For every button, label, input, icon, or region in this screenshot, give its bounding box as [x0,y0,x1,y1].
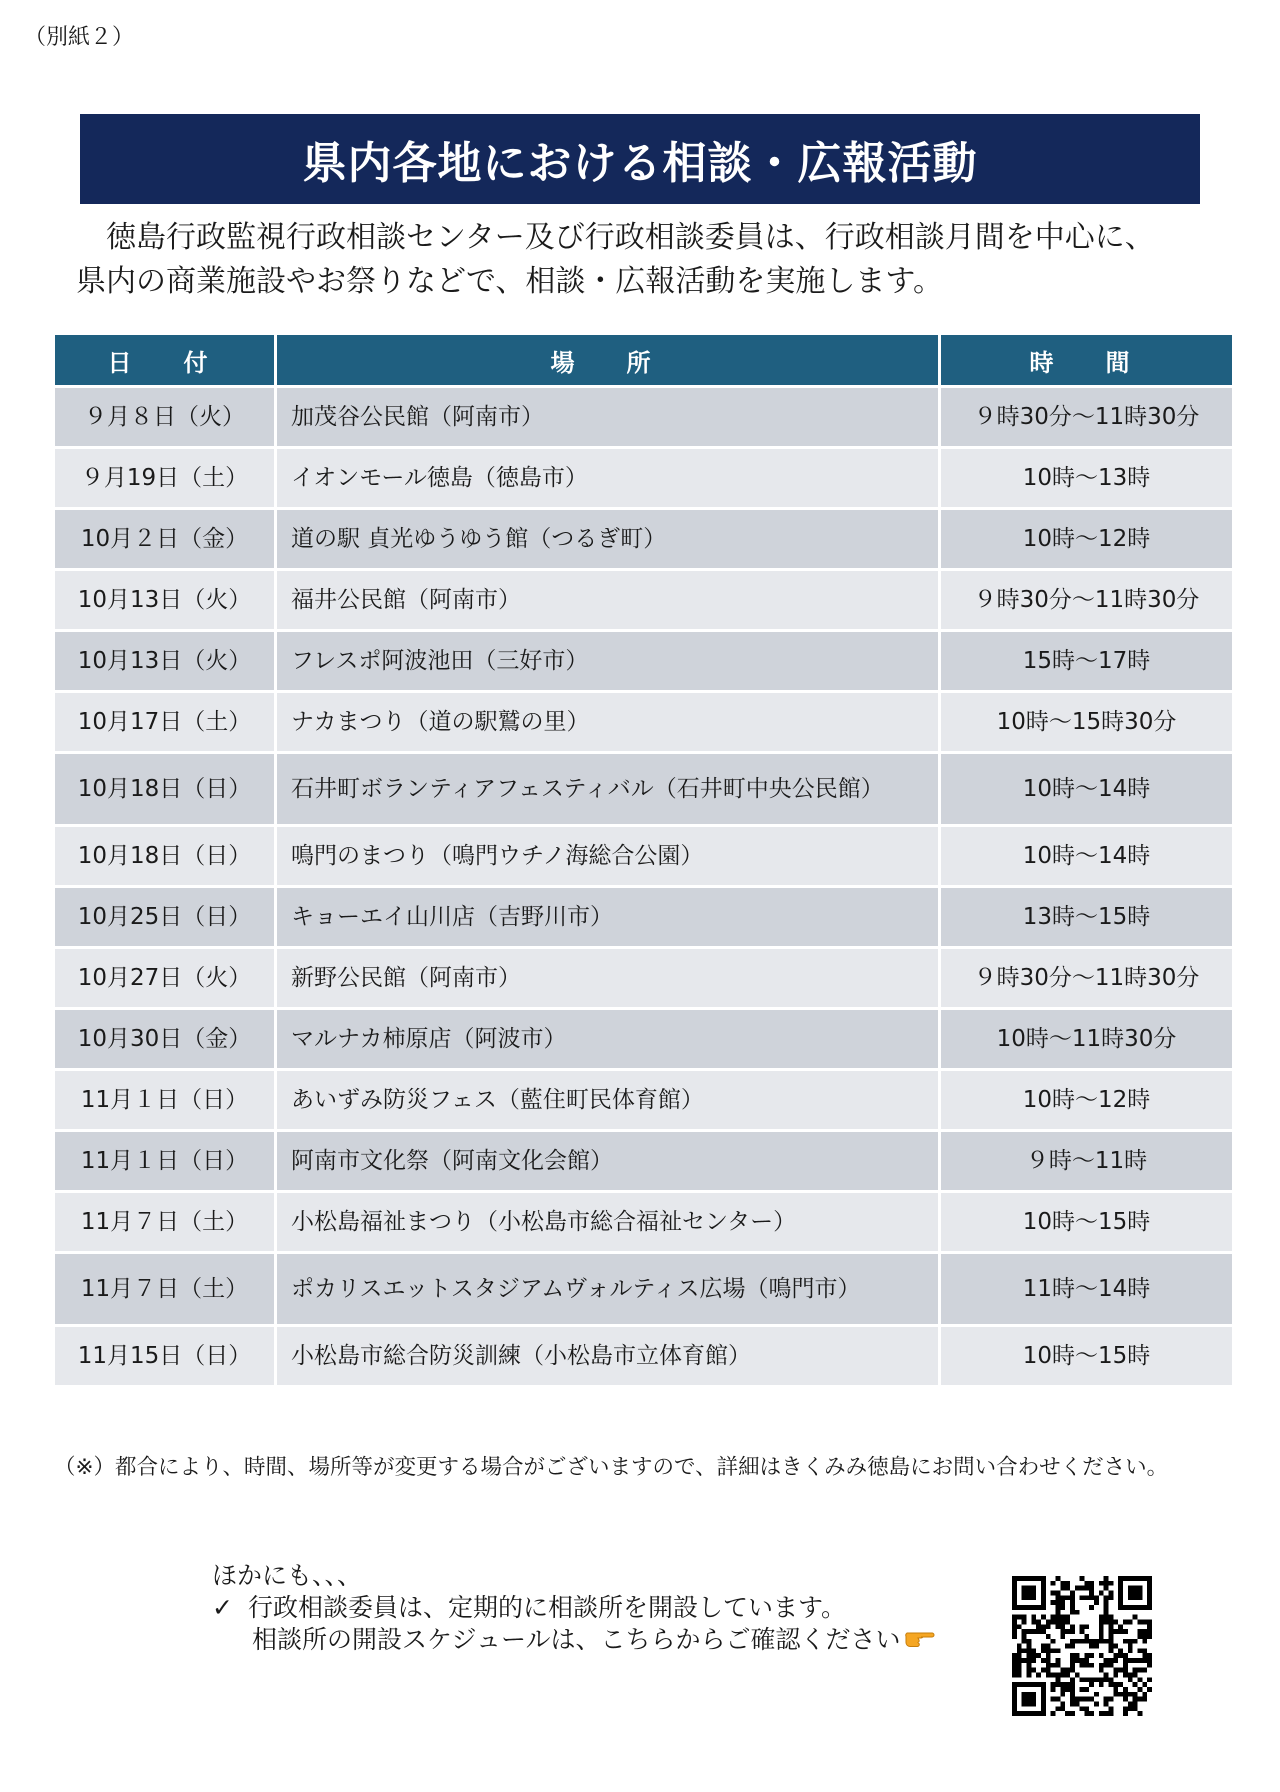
table-row [54,1131,1234,1192]
annex-label: （別紙２） [24,25,135,50]
table-row [54,1253,1234,1326]
check-icon: ✓ [212,1593,233,1622]
date-cell: 11月７日（土） [54,1192,276,1253]
date-cell: 10月30日（金） [54,1009,276,1070]
table-row [54,1326,1234,1387]
place-cell: 道の駅 貞光ゆうゆう館（つるぎ町） [276,509,940,570]
table-row [54,631,1234,692]
intro-line-1: 徳島行政監視行政相談センター及び行政相談委員は、行政相談月間を中心に、 [106,220,1155,255]
more-info [212,1560,935,1656]
date-cell: ９月19日（土） [54,448,276,509]
date-cell: ９月８日（火） [54,387,276,448]
more-lead: ほかにも、、、 [212,1561,363,1590]
footnote: （※）都合により、時間、場所等が変更する場合がございますので、詳細はきくみみ徳島にお問い合わせください。 [54,1455,1169,1480]
place-cell: イオンモール徳島（徳島市） [276,448,940,509]
time-cell: 11時～14時 [940,1253,1234,1326]
table-body [54,387,1234,1387]
time-cell: 10時～15時30分 [940,692,1234,753]
table-row [54,570,1234,631]
place-cell: 鳴門のまつり（鳴門ウチノ海総合公園） [276,826,940,887]
place-cell: 阿南市文化祭（阿南文化会館） [276,1131,940,1192]
table-header-row [54,334,1234,387]
place-cell: キョーエイ山川店（吉野川市） [276,887,940,948]
time-cell: 13時～15時 [940,887,1234,948]
time-cell: ９時30分～11時30分 [940,948,1234,1009]
time-cell: ９時～11時 [940,1131,1234,1192]
header-time: 時 間 [940,334,1234,387]
date-cell: 10月27日（火） [54,948,276,1009]
time-cell: 10時～13時 [940,448,1234,509]
page-title: 県内各地における相談・広報活動 [80,114,1200,204]
time-cell: 10時～12時 [940,509,1234,570]
date-cell: 11月１日（日） [54,1070,276,1131]
table-row [54,1070,1234,1131]
date-cell: 10月13日（火） [54,631,276,692]
date-cell: 10月13日（火） [54,570,276,631]
place-cell: マルナカ柿原店（阿波市） [276,1009,940,1070]
time-cell: 10時～14時 [940,753,1234,826]
table-row [54,448,1234,509]
place-cell: 福井公民館（阿南市） [276,570,940,631]
header-place: 場 所 [276,334,940,387]
schedule-table [52,332,1235,1388]
time-cell: 10時～12時 [940,1070,1234,1131]
table-row [54,753,1234,826]
time-cell: 10時～14時 [940,826,1234,887]
time-cell: 10時～11時30分 [940,1009,1234,1070]
table-row [54,509,1234,570]
time-cell: 10時～15時 [940,1326,1234,1387]
date-cell: 10月25日（日） [54,887,276,948]
place-cell: 新野公民館（阿南市） [276,948,940,1009]
date-cell: 11月７日（土） [54,1253,276,1326]
date-cell: 10月17日（土） [54,692,276,753]
time-cell: ９時30分～11時30分 [940,387,1234,448]
more-item-line-2: 相談所の開設スケジュールは、こちらからご確認ください [252,1625,901,1654]
time-cell: 10時～15時 [940,1192,1234,1253]
table-row [54,1192,1234,1253]
pointing-hand-icon [905,1624,935,1656]
table-row [54,948,1234,1009]
place-cell: あいずみ防災フェス（藍住町民体育館） [276,1070,940,1131]
place-cell: ナカまつり（道の駅鷲の里） [276,692,940,753]
intro-line-2: 県内の商業施設やお祭りなどで、相談・広報活動を実施します。 [76,264,943,299]
place-cell: 加茂谷公民館（阿南市） [276,387,940,448]
time-cell: ９時30分～11時30分 [940,570,1234,631]
table-row [54,1009,1234,1070]
intro-text [76,216,1226,304]
table-row [54,826,1234,887]
more-item-line-1: 行政相談委員は、定期的に相談所を開設しています。 [248,1593,847,1622]
table-row [54,887,1234,948]
date-cell: 10月２日（金） [54,509,276,570]
time-cell: 15時～17時 [940,631,1234,692]
header-date: 日 付 [54,334,276,387]
place-cell: フレスポ阿波池田（三好市） [276,631,940,692]
date-cell: 10月18日（日） [54,753,276,826]
place-cell: 小松島市総合防災訓練（小松島市立体育館） [276,1326,940,1387]
table-row [54,387,1234,448]
place-cell: ポカリスエットスタジアムヴォルティス広場（鳴門市） [276,1253,940,1326]
date-cell: 11月15日（日） [54,1326,276,1387]
date-cell: 10月18日（日） [54,826,276,887]
place-cell: 小松島福祉まつり（小松島市総合福祉センター） [276,1192,940,1253]
table-row [54,692,1234,753]
qr-code[interactable] [1012,1576,1152,1716]
place-cell: 石井町ボランティアフェスティバル（石井町中央公民館） [276,753,940,826]
date-cell: 11月１日（日） [54,1131,276,1192]
